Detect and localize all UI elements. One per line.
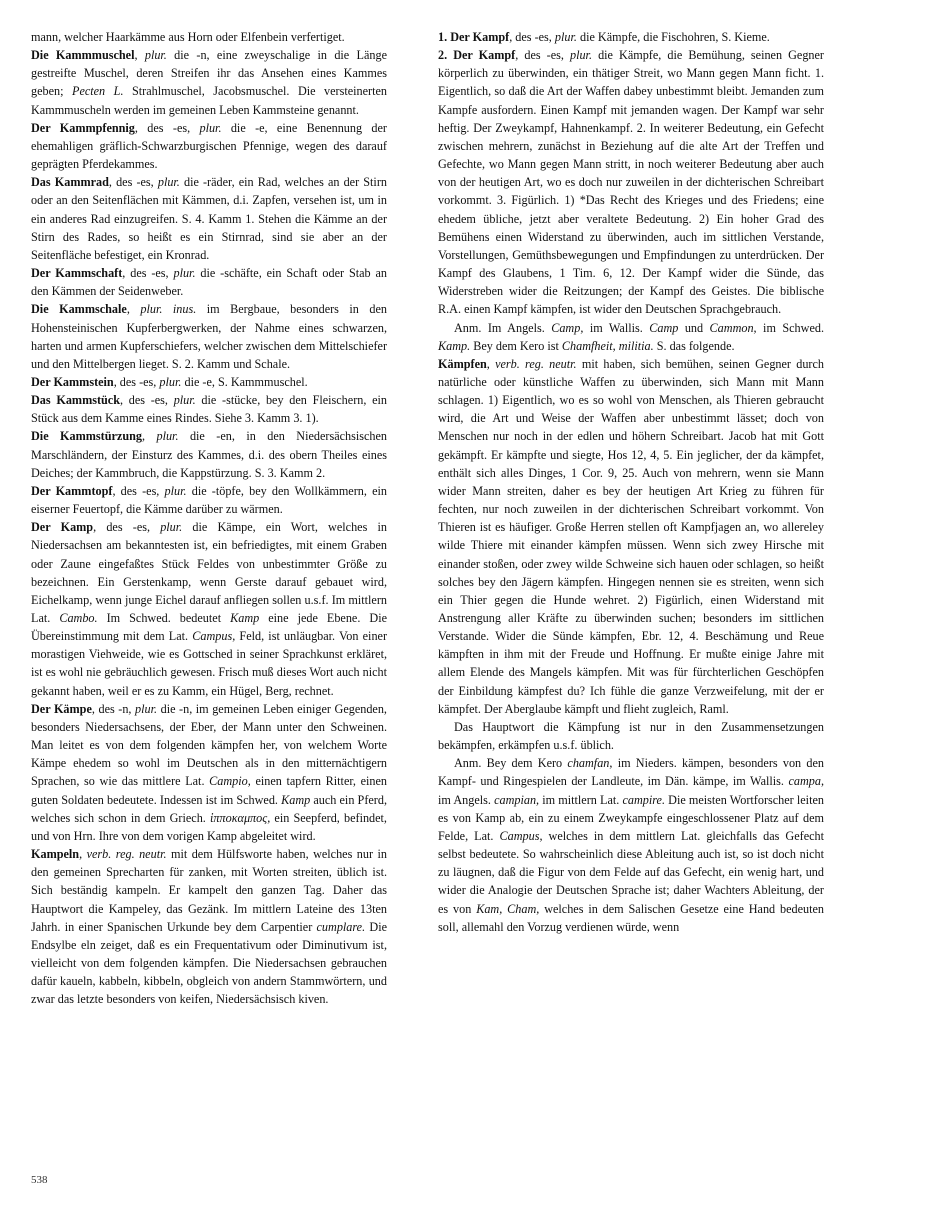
entry-text: ein Seepferd, befindet, und von Hrn. Ihre von dem vorigen Kamp abgeleitet wird. xyxy=(31,810,387,843)
entry-text: die -e, S. Kammmuschel. xyxy=(181,374,308,389)
headword: Die Kammschale xyxy=(31,302,127,317)
headword: Das Kammrad xyxy=(31,175,109,190)
italic-term: campian, xyxy=(494,792,540,807)
dictionary-entry xyxy=(31,173,387,264)
dictionary-entry xyxy=(438,718,824,754)
entry-text: , des -es, xyxy=(122,266,174,281)
entry-text: , xyxy=(79,847,87,862)
entry-text: die -stücke, bey den Fleischern, ein Stück aus dem Kamme eines Rindes. Siehe 3. Kamm 3. 1). xyxy=(31,393,387,426)
entry-text: , xyxy=(126,302,141,317)
entry-text: Das Hauptwort die Kämpfung ist nur in den Zusammensetzungen bekämpfen, erkämpfen u.s.f. üblich. xyxy=(438,719,824,753)
italic-term: plur. xyxy=(554,30,577,44)
dictionary-entry xyxy=(31,300,387,373)
headword: Der Kammpfennig xyxy=(31,120,135,135)
dictionary-entry xyxy=(31,391,387,427)
entry-text: eine jede Ebene. Die Übereinstimmung mit dem Lat. xyxy=(31,611,387,644)
italic-term: verb. reg. neutr. xyxy=(86,847,167,862)
entry-text: , xyxy=(134,48,145,63)
italic-term: plur. xyxy=(157,175,180,190)
italic-term: plur. xyxy=(160,520,183,535)
italic-term: plur. xyxy=(156,429,179,444)
entry-text: im Schwed. xyxy=(756,320,824,335)
entry-text: die Kämpfe, die Bemühung, seinen Gegner körperlich zu überwinden, ein thätiger Streit, wo Mann gegen Mann ficht. 1. Eigentlich, so daß die Art der Waffen dabey unbestimmt bleibt. Jemanden zum Kampfe ausfordern. Einen Kampf mit jemanden wagen. Der Kampf war sehr heftig. Der Zweykampf, Hahnenkampf. 2. In weiterer Bedeutung, ein Gefecht zwischen mehrern, zunächst in Beziehung auf die alte Art der Treffen und Gefechte, wo Mann gegen Mann stritt, in noch weiterer Bedeutung aber auch von der heutigen Art, wo es doch nur zuweilen in der dichterischen Schreibart vorkommt. 3. Figürlich. 1) *Das Recht des Krieges und des Friedens; eine ehedem übliche, jetzt aber veraltete Bedeutung. 2) Ein hoher Grad des Bemühens einen Widerstand zu überwinden, auch im sittlichen Verstande, Vorstellungen, Gemüthsbewegungen und Empfindungen zu unterdrücken. Der Kampf des Glaubens, 1 Tim. 6, 12. Der Kampf wider die Sünde, das Widerstreben wider die Reitzungen; der Kampf des Geistes. Die biblische R.A. einen Kampf kämpfen, ist wider den Deutschen Sprachgebrauch. xyxy=(438,48,824,317)
headword: Der Kamp xyxy=(31,520,94,535)
entry-text: die -schäfte, ein Schaft oder Stab an den Kämmen der Seidenweber. xyxy=(31,266,387,299)
entry-text: , des -es, xyxy=(120,393,174,408)
entry-text: und xyxy=(678,320,710,335)
headword: Kampeln xyxy=(31,847,80,862)
dictionary-page xyxy=(31,28,904,1188)
entry-text: , des -es, xyxy=(113,374,160,389)
italic-term: Campio, xyxy=(209,774,251,789)
dictionary-entry xyxy=(31,700,387,845)
entry-text: Die meisten Wortforscher leiten es von Kamp ab, ein zu einem Zweykampfe eingeschlossener Platz auf dem Felde, Lat. xyxy=(438,792,824,843)
entry-text: Anm. Im Angels. xyxy=(454,320,552,335)
entry-text: mann, welcher Haarkämme aus Horn oder Elfenbein verfertiget. xyxy=(31,30,345,44)
entry-text: einen tapfern Ritter, einen guten Soldaten bedeutete. Indessen ist im Schwed. xyxy=(31,774,388,807)
entry-text: , des -es, xyxy=(509,30,555,44)
italic-term: Campus, xyxy=(192,629,236,644)
entry-text: , xyxy=(141,429,157,444)
entry-text: im mittlern Lat. xyxy=(539,792,623,807)
entry-text: , des -es, xyxy=(134,120,200,135)
dictionary-entry xyxy=(31,845,387,1008)
dictionary-entry xyxy=(438,754,824,936)
italic-term: plur. xyxy=(173,393,196,408)
italic-term: verb. reg. neutr. xyxy=(495,356,577,371)
headword: Die Kammstürzung xyxy=(31,429,142,444)
headword: Kämpfen xyxy=(438,356,487,371)
entry-text: die Kämpe, ein Wort, welches in Niedersachsen am bekanntesten ist, ein befriedigtes, mit einem Graben oder Zaune eingefaßtes Stück Feldes von unbestimmter Größe zu bezeichnen. Ein Gerstenkamp, wenn Gerste darauf gebauet wird, Eichelkamp, wenn junge Eichel darauf anfliegen sollen u.s.f. Im mittlern Lat. xyxy=(31,520,387,625)
headword: Das Kammstück xyxy=(31,393,120,408)
entry-text: , xyxy=(486,356,496,371)
entry-text: welches in dem Salischen Gesetze eine Hand bedeuten soll, allemahl den Vorzug verdienen würde, wenn xyxy=(438,901,824,934)
entry-text: die -n, eine zweyschalige in die Länge gestreifte Muschel, deren Streifen ihr das Ansehen eines Kammes geben; xyxy=(31,48,387,99)
headword: Der Kämpe xyxy=(31,701,92,716)
entry-text: im Wallis. xyxy=(583,320,650,335)
headword: 1. Der Kampf xyxy=(438,30,510,44)
italic-term: plur. xyxy=(164,483,187,498)
entry-text: , des -es, xyxy=(93,520,161,535)
italic-term: Camp, xyxy=(551,320,584,335)
entry-text: die -e, eine Benennung der ehemahligen gräflich-Schwarzburgischen Pfennige, wegen des darauf geprägten Pferdekammes. xyxy=(31,120,387,172)
italic-term: cumplare. xyxy=(316,919,366,934)
italic-term: Kamp xyxy=(281,792,311,807)
entry-text: Die Endsylbe eln zeiget, daß es ein Frequentativum oder Diminutivum ist, vielleicht von dem folgenden kämpfen. Die Niedersachsen gebrauchen dafür kaueln, kabbeln, kibbeln, obgleich von andern Stammwörtern, und zwar das letzte besonders von keifen, Niedersächsisch kiven. xyxy=(31,919,387,1007)
entry-text: welches in dem mittlern Lat. gleichfalls das Gefecht selbst bedeutete. So wahrscheinlich diese Ableitung auch ist, so ist doch nicht zu läugnen, daß die Figur von dem Felde auf das Gefecht, ein wenig hart, und wider die Analogie der Deutschen Sprache ist; daher Wachters Ableitung, der es von xyxy=(438,828,824,916)
italic-term: Camp xyxy=(649,320,679,335)
dictionary-entry xyxy=(31,518,387,700)
entry-text: mit dem Hülfsworte haben, welches nur in den gemeinen Sprecharten für zanken, mit Worten streiten, üblich ist. Sich beständig kampeln. Er kampelt den ganzen Tag. Daher das Hauptwort die Kampeley, das Gezänk. Im mittlern Lateine des 13ten Jahrh. in einer Spanischen Urkunde bey dem Carpentier xyxy=(31,847,387,934)
italic-term: Kamp. xyxy=(438,338,471,353)
entry-text: die -töpfe, bey den Wollkämmern, ein eiserner Feuertopf, die Kämme darüber zu wärmen. xyxy=(31,483,387,517)
entry-text: die -en, in den Niedersächsischen Marschländern, der Einsturz des Kammes, d.i. des obern Theiles eines Deiches; der Kammbruch, die Kappstürzung. S. 3. Kamm 2. xyxy=(31,429,387,480)
dictionary-entry xyxy=(438,28,824,46)
entry-text: im Nieders. kämpen, besonders von den Kampf- und Ringespielen der Landleute, im Dän. kämpe, im Wallis. xyxy=(438,756,824,789)
italic-term: campa, xyxy=(788,774,824,789)
dictionary-entry xyxy=(438,355,824,718)
entry-text: die Kämpfe, die Fischohren, S. Kieme. xyxy=(576,30,770,44)
dictionary-entry xyxy=(438,46,824,318)
italic-term: Cammon, xyxy=(709,320,757,335)
headword: Der Kammschaft xyxy=(31,266,123,281)
entry-text: auch ein Pferd, welches sich schon in dem Griech. xyxy=(31,792,387,825)
italic-term: plur. xyxy=(144,48,167,63)
italic-term: plur. xyxy=(569,48,592,63)
italic-term: Pecten L. xyxy=(72,84,124,99)
entry-text: , des -es, xyxy=(112,483,165,498)
entry-text: Strahlmuschel, Jacobsmuschel. Die versteinerten Kammmuscheln werden im gemeinen Leben Kammsteine genannt. xyxy=(31,84,387,117)
dictionary-entry xyxy=(31,46,387,119)
entry-text: im Bergbaue, besonders in den Hohensteinischen Kupferbergwerken, der Nahme eines schwarzen, harten und armen Kupferschiefers, welcher zwischen dem Mittelschiefer und den Mittelbergen lieget. S. 2. Kamm und Schale. xyxy=(31,302,388,371)
entry-text: die -räder, ein Rad, welches an der Stirn oder an den Seitenflächen mit Kämmen, d.i. Zapfen, versehen ist, um in ein anderes Rad einzugreifen. S. 4. Kamm 1. Stehen die Kämme an der Stirn des Rades, so heißt es ein Stirnrad, sind sie aber an der Seitenfläche befestiget, ein Kronrad. xyxy=(31,175,387,262)
left-column xyxy=(31,28,387,1008)
entry-text: Bey dem Kero ist xyxy=(470,338,562,353)
entry-text: S. das folgende. xyxy=(653,338,735,353)
italic-term: chamfan, xyxy=(567,756,613,771)
dictionary-entry xyxy=(31,28,387,46)
headword: Die Kammmuschel xyxy=(31,48,135,63)
headword: 2. Der Kampf xyxy=(438,48,516,63)
entry-text: Im Schwed. bedeutet xyxy=(97,611,231,625)
italic-term: Campus, xyxy=(499,828,543,843)
dictionary-entry xyxy=(31,119,387,173)
italic-term: Kam, Cham, xyxy=(476,901,540,916)
entry-text: im Angels. xyxy=(438,792,495,807)
italic-term: Chamfheit, militia. xyxy=(561,338,654,353)
italic-term: ἱπποκαμπος, xyxy=(210,810,271,825)
dictionary-entry xyxy=(31,373,387,391)
italic-term: plur. xyxy=(159,374,182,389)
entry-text: , des -es, xyxy=(515,48,570,63)
italic-term: Cambo. xyxy=(59,611,98,625)
italic-term: plur. inus. xyxy=(140,302,197,317)
entry-text: die -n, im gemeinen Leben einiger Gegenden, besonders Niedersachsens, der Eber, der Mann unter den Schweinen. Man leitet es von dem folgenden kämpfen her, von welchem Worte Kämpe ehedem so wohl im Deutschen als in den mitternächtigern Sprachen, so wie das mittlere Lat. xyxy=(31,701,387,789)
italic-term: campire. xyxy=(622,792,665,807)
italic-term: plur. xyxy=(173,266,196,281)
entry-text: Feld, ist unläugbar. Von einer morastigen Viehweide, wie es Gottsched in seiner Sprachkunst erkläret, ist es wohl nie gebräuchlich gewesen. Frisch muß dieses Wort auch nicht gekannt haben, weil er es zu Kamm, ein Hügel, Berg, rechnet. xyxy=(31,629,388,698)
dictionary-entry xyxy=(31,427,387,481)
page-number: 538 xyxy=(31,1174,48,1186)
italic-term: plur. xyxy=(135,701,158,716)
entry-text: mit haben, sich bemühen, seinen Gegner durch natürliche oder künstliche Waffen zu überwinden, sich Mann mit Mann schlagen. 1) Eigentlich, wo es so wohl von Menschen, als Thieren gebraucht wird, die Art und Weise der Waffen aber unbestimmt lässet; doch von Menschen nur noch in der edlen und höhern Schreibart. Jacob hat mit Gott gekämpft. Er kämpfte und siegte, Hos 12, 4, 5. Ein jeglicher, der da kämpfet, enthält sich alles Dinges, 1 Cor. 9, 25. Auch von mehrern, wenn sie Mann wider Mann streiten, daher es bey der heutigen Art Krieg zu führen für fechten, nur noch zuweilen in der dichterischen Schreibart vorkommt. Von Thieren ist es häufiger. Große Herren stellen oft Kampfjagen an, wo allereley wilde Thiere mit einander kämpfen müssen. Wenn sich zwey Hirsche mit einander stoßen, oder zwey wilde Schweine sich hauen oder schlagen, so heißt solches bey den Jägern kämpfen. Hingegen nennen sie es streiten, wenn sich ein Thier gegen die Hunde wehret. 2) Figürlich, einen Widerstand mit Anstrengung aller Kräfte zu überwinden suchen; besonders im sittlichen Verstande. Wider die Sünde kämpfen, Ebr. 12, 4. Beschämung und Reue kämpften in ihm mit der Freude und Hoffnung. Er mußte einige Jahre mit allem Elende des Mangels kämpfen. Mit was für fürchterlichen Geschöpfen der Einbildung kämpfest du? Ich fühle die ganze Verzweifelung, mit der er kämpfet. Der Aberglaube kämpft und flieht zugleich, Raml. xyxy=(438,356,824,716)
entry-text: , des -n, xyxy=(91,701,136,716)
dictionary-entry xyxy=(31,264,387,300)
entry-text: Anm. Bey dem Kero xyxy=(454,756,568,771)
dictionary-entry xyxy=(438,319,824,355)
italic-term: plur. xyxy=(199,120,222,135)
headword: Der Kammtopf xyxy=(31,483,113,498)
right-column xyxy=(438,28,824,936)
dictionary-entry xyxy=(31,482,387,518)
italic-term: Kamp xyxy=(230,611,260,625)
entry-text: , des -es, xyxy=(108,175,158,190)
headword: Der Kammstein xyxy=(31,374,114,389)
